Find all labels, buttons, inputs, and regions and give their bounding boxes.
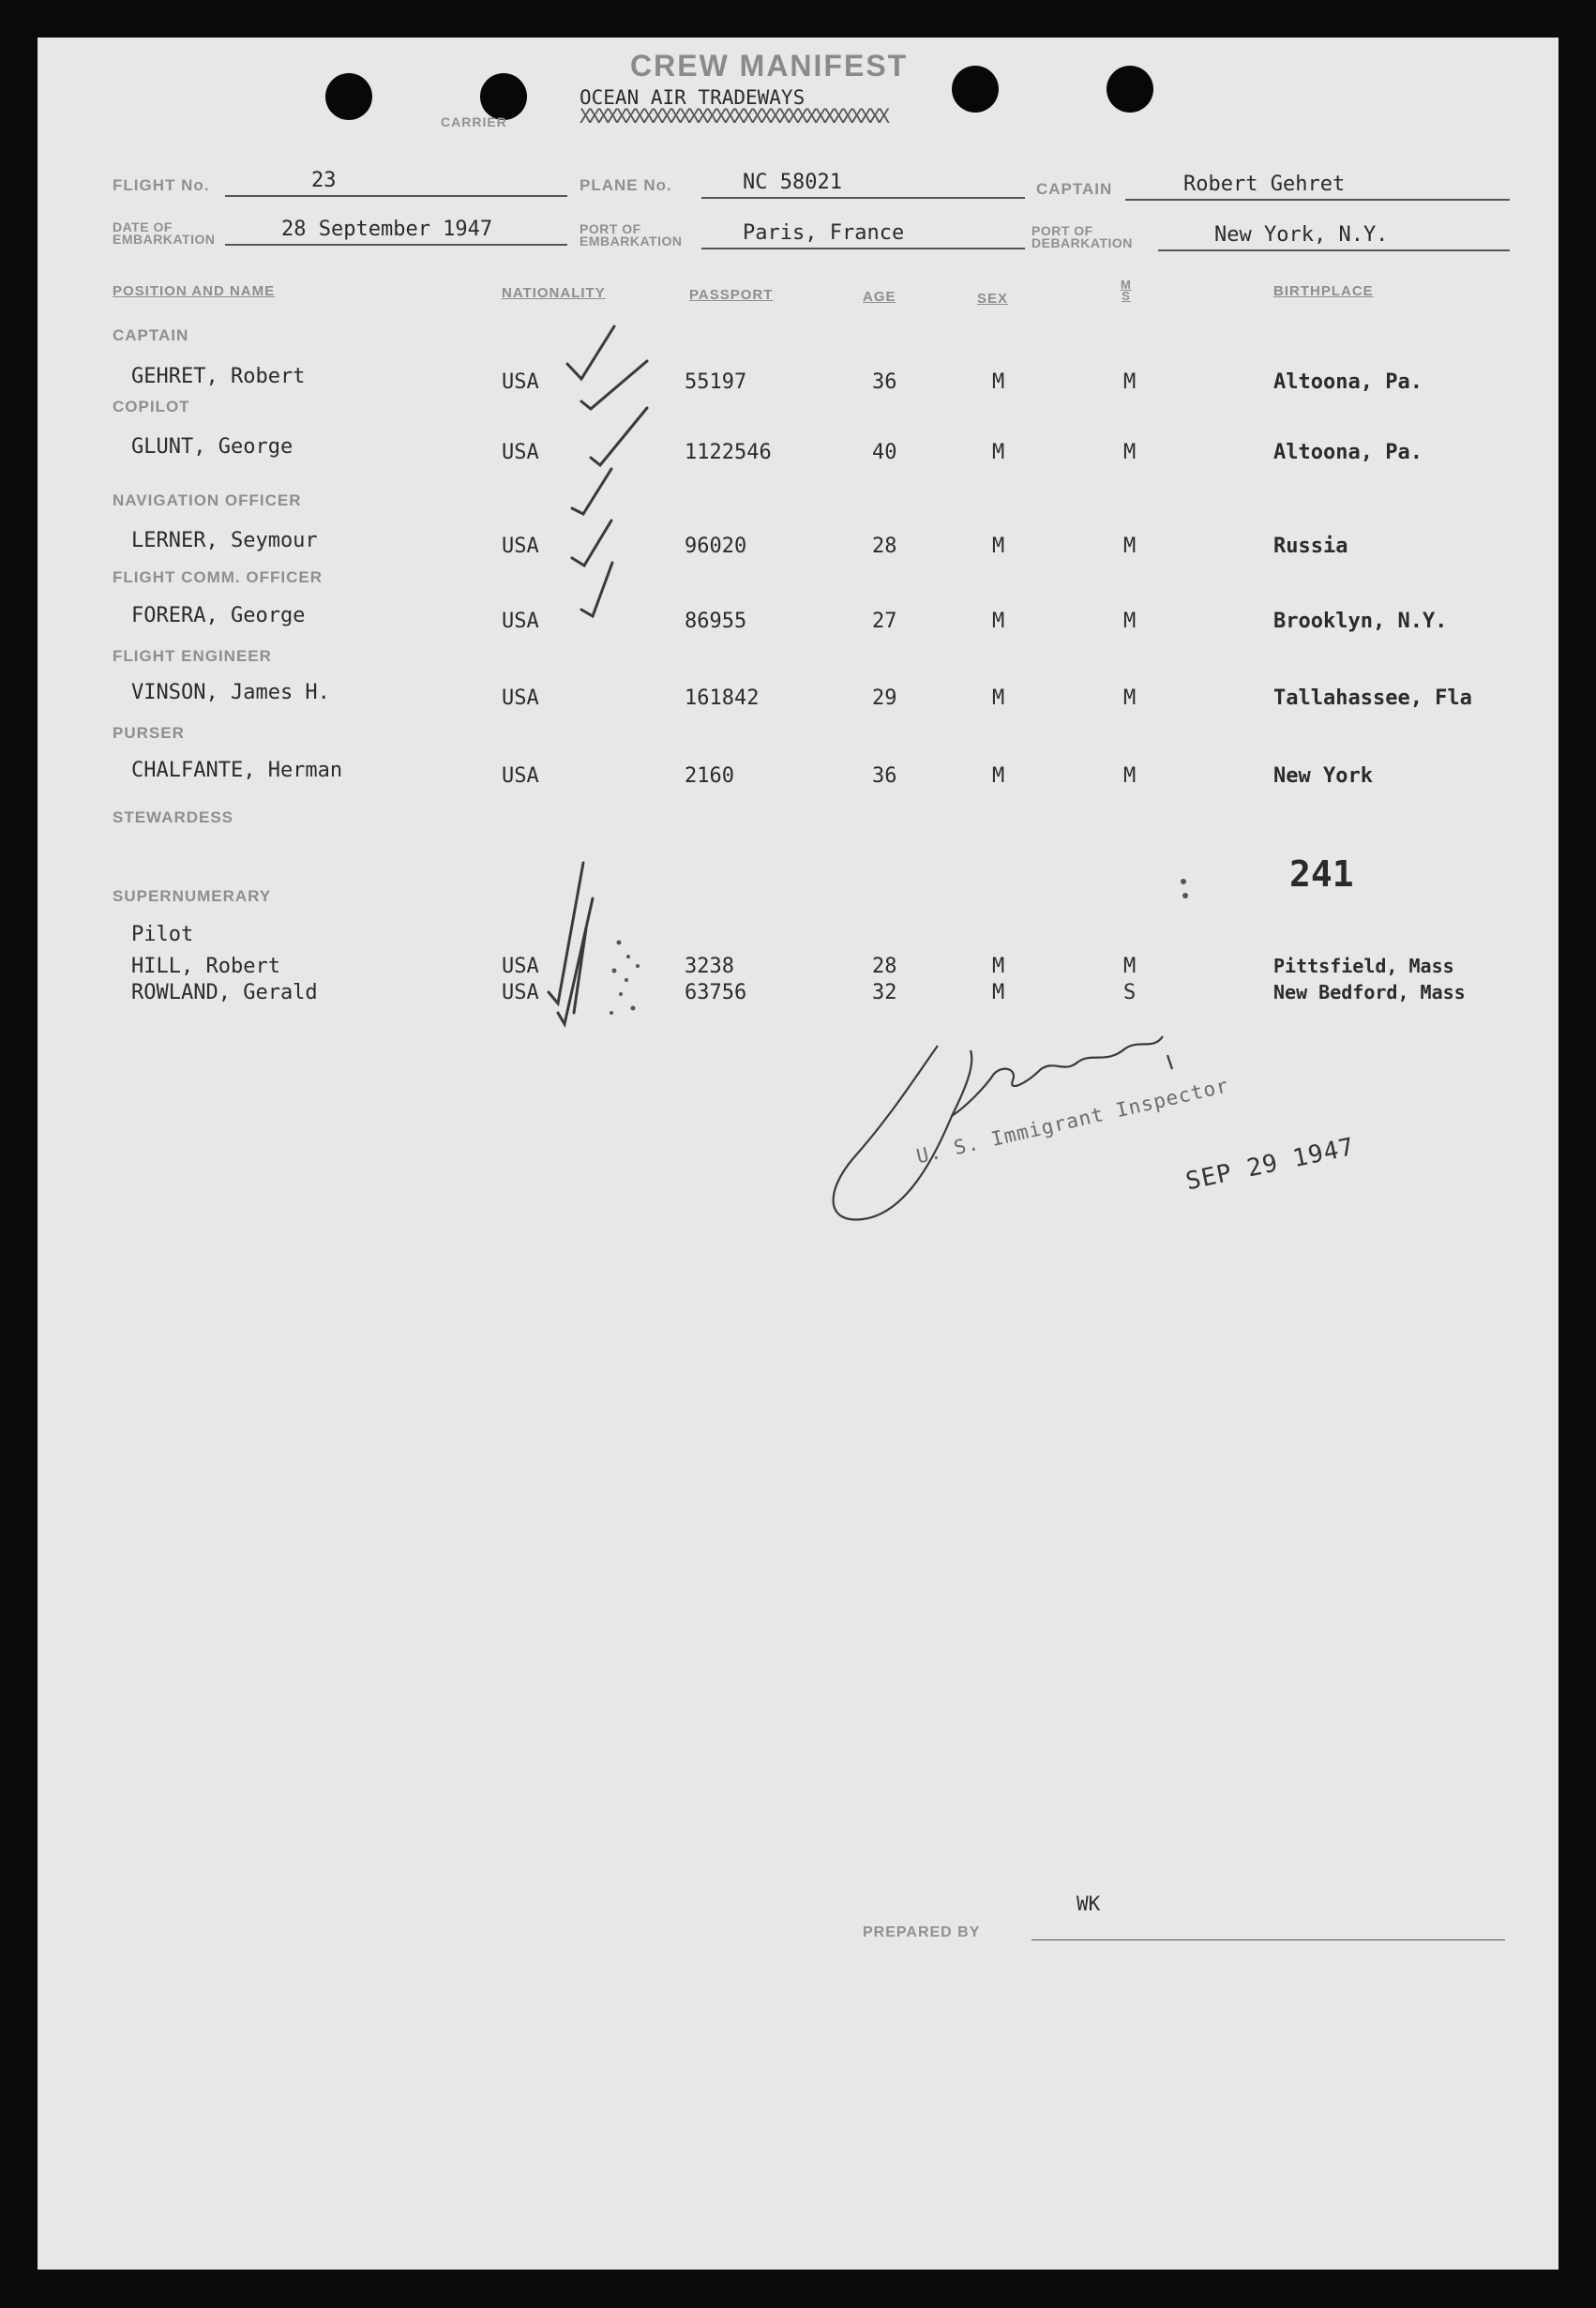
crew-name: FORERA, George: [131, 604, 306, 627]
crew-ms: M: [1123, 441, 1137, 464]
supernumerary-passport: 3238: [685, 955, 734, 978]
embark-date-label: DATE OF EMBARKATION: [113, 219, 216, 247]
col-sex: SEX: [977, 291, 1009, 307]
manifest-number: 241: [1289, 853, 1354, 895]
crew-sex: M: [992, 535, 1005, 558]
crew-age: 40: [872, 441, 897, 464]
crew-nationality: USA: [502, 535, 539, 558]
crew-age: 28: [872, 535, 897, 558]
crew-name: LERNER, Seymour: [131, 529, 318, 552]
crew-birthplace: Brooklyn, N.Y.: [1273, 610, 1448, 633]
col-position-name: POSITION AND NAME: [113, 283, 276, 299]
debark-port-value: New York, N.Y.: [1214, 223, 1389, 247]
crew-ms: M: [1123, 535, 1137, 558]
supernumerary-name: ROWLAND, Gerald: [131, 981, 318, 1004]
crew-ms: M: [1123, 686, 1137, 710]
supernumerary-birthplace: New Bedford, Mass: [1273, 981, 1466, 1003]
supernumerary-nationality: USA: [502, 981, 539, 1004]
captain-value: Robert Gehret: [1183, 173, 1346, 196]
supernumerary-ms: M: [1123, 955, 1137, 978]
crew-passport: 96020: [685, 535, 747, 558]
supernumerary-nationality: USA: [502, 955, 539, 978]
crew-sex: M: [992, 610, 1005, 633]
crew-name: GEHRET, Robert: [131, 365, 306, 388]
annotation-marks: [38, 38, 1558, 1257]
crew-nationality: USA: [502, 686, 539, 710]
carrier-label: CARRIER: [441, 114, 507, 129]
embark-port-value: Paris, France: [743, 221, 905, 245]
crew-passport: 86955: [685, 610, 747, 633]
crew-nationality: USA: [502, 441, 539, 464]
crew-sex: M: [992, 370, 1005, 394]
embark-port-label: PORT OF EMBARKATION: [580, 221, 683, 249]
prepared-by-value: WK: [1077, 1893, 1101, 1915]
crew-name: VINSON, James H.: [131, 681, 330, 704]
supernumerary-age: 32: [872, 981, 897, 1004]
crew-birthplace: Tallahassee, Fla: [1273, 686, 1472, 710]
crew-sex: M: [992, 441, 1005, 464]
supernumerary-age: 28: [872, 955, 897, 978]
col-birthplace: BIRTHPLACE: [1273, 283, 1374, 299]
prepared-by-label: PREPARED BY: [863, 1924, 981, 1940]
col-marital-status: M S: [1121, 278, 1132, 303]
plane-label: PLANE No.: [580, 176, 672, 194]
captain-label: CAPTAIN: [1036, 180, 1113, 198]
prepared-by-rule: [1031, 1939, 1505, 1940]
carrier-struck-text: XXXXXXXXXXXXXXXXXXXXXXXXXXXXXXXXXX: [580, 105, 887, 128]
crew-passport: 55197: [685, 370, 747, 394]
plane-value: NC 58021: [743, 171, 842, 194]
supernumerary-passport: 63756: [685, 981, 747, 1004]
debark-port-label: PORT OF DEBARKATION: [1031, 223, 1133, 250]
crew-ms: M: [1123, 370, 1137, 394]
supernumerary-birthplace: Pittsfield, Mass: [1273, 955, 1454, 977]
flight-value: 23: [311, 169, 337, 192]
crew-birthplace: Russia: [1273, 535, 1348, 558]
crew-passport: 161842: [685, 686, 760, 710]
crew-sex: M: [992, 686, 1005, 710]
col-age: AGE: [863, 289, 896, 305]
crew-age: 27: [872, 610, 897, 633]
crew-age: 36: [872, 764, 897, 788]
col-nationality: NATIONALITY: [502, 285, 606, 301]
supernumerary-name: HILL, Robert: [131, 955, 280, 978]
supernumerary-sub-label: Pilot: [131, 923, 194, 946]
supernumerary-label: SUPERNUMERARY: [113, 887, 272, 905]
crew-ms: M: [1123, 610, 1137, 633]
crew-passport: 1122546: [685, 441, 772, 464]
crew-ms: M: [1123, 764, 1137, 788]
supernumerary-sex: M: [992, 955, 1005, 978]
crew-nationality: USA: [502, 764, 539, 788]
crew-position: NAVIGATION OFFICER: [113, 491, 302, 509]
stamp-date: SEP 29 1947: [1183, 1132, 1358, 1197]
carrier-value: OCEAN AIR TRADEWAYS: [580, 86, 806, 109]
crew-birthplace: New York: [1273, 764, 1373, 788]
stewardess-label: STEWARDESS: [113, 808, 234, 826]
crew-position: PURSER: [113, 724, 185, 742]
crew-position: FLIGHT ENGINEER: [113, 647, 272, 665]
supernumerary-ms: S: [1123, 981, 1137, 1004]
embark-date-value: 28 September 1947: [281, 218, 493, 241]
supernumerary-sex: M: [992, 981, 1005, 1004]
crew-position: COPILOT: [113, 398, 190, 415]
crew-age: 36: [872, 370, 897, 394]
crew-age: 29: [872, 686, 897, 710]
crew-nationality: USA: [502, 370, 539, 394]
crew-birthplace: Altoona, Pa.: [1273, 441, 1423, 464]
crew-name: CHALFANTE, Herman: [131, 759, 343, 782]
col-passport: PASSPORT: [689, 287, 774, 303]
immigrant-inspector-stamp: U. S. Immigrant Inspector: [914, 1074, 1231, 1169]
page-title: CREW MANIFEST: [630, 49, 909, 83]
crew-nationality: USA: [502, 610, 539, 633]
crew-position: FLIGHT COMM. OFFICER: [113, 568, 323, 586]
crew-passport: 2160: [685, 764, 734, 788]
crew-name: GLUNT, George: [131, 435, 294, 459]
crew-position: CAPTAIN: [113, 326, 189, 344]
manifest-page: [38, 38, 1558, 2270]
crew-birthplace: Altoona, Pa.: [1273, 370, 1423, 394]
flight-label: FLIGHT No.: [113, 176, 210, 194]
crew-sex: M: [992, 764, 1005, 788]
